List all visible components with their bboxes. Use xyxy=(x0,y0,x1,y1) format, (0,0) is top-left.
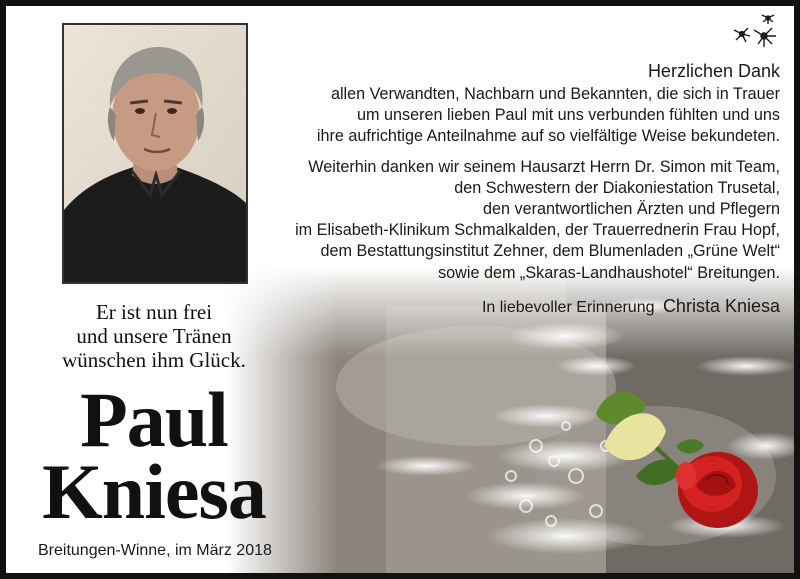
flower-ornament-icon xyxy=(728,14,780,50)
text-line: im Elisabeth-Klinikum Schmalkalden, der Trauerrednerin Frau Hopf, xyxy=(295,221,780,240)
memory-line xyxy=(268,296,780,317)
last-name: Kniesa xyxy=(42,448,266,535)
thanks-text xyxy=(268,60,780,284)
memory-prefix: In liebevoller Erinnerung xyxy=(481,299,655,316)
text-line: den Schwestern der Diakoniestation Trusetal, xyxy=(454,178,780,197)
quote-line: wünschen ihm Glück. xyxy=(62,348,246,372)
text-line: dem Bestattungsinstitut Zehner, dem Blumenladen „Grüne Welt“ xyxy=(320,242,780,261)
place-date: Breitungen-Winne, im März 2018 xyxy=(38,542,272,559)
first-name: Paul xyxy=(80,376,228,463)
text-line: um unseren lieben Paul mit uns verbunden fühlten und uns xyxy=(357,106,780,125)
text-line: allen Verwandten, Nachbarn und Bekannten, die sich in Trauer xyxy=(330,85,780,103)
quote xyxy=(36,300,272,372)
paragraph-1 xyxy=(268,84,780,148)
paragraph-2 xyxy=(268,157,780,284)
text-line: ihre aufrichtige Anteilnahme auf so vielfältige Weise bekundeten. xyxy=(316,127,780,146)
heading: Herzlichen Dank xyxy=(647,61,780,81)
text-line: den verantwortlichen Ärzten und Pflegern xyxy=(483,200,780,219)
quote-line: und unsere Tränen xyxy=(76,324,232,348)
text-line: sowie dem „Skaras-Landhaushotel“ Breitungen. xyxy=(438,263,780,282)
memory-name: Christa Kniesa xyxy=(662,296,780,316)
deceased-name xyxy=(36,376,272,535)
text-line: Weiterhin danken wir seinem Hausarzt Herrn Dr. Simon mit Team, xyxy=(308,157,780,176)
quote-line: Er ist nun frei xyxy=(95,300,213,324)
portrait-photo xyxy=(62,23,248,284)
